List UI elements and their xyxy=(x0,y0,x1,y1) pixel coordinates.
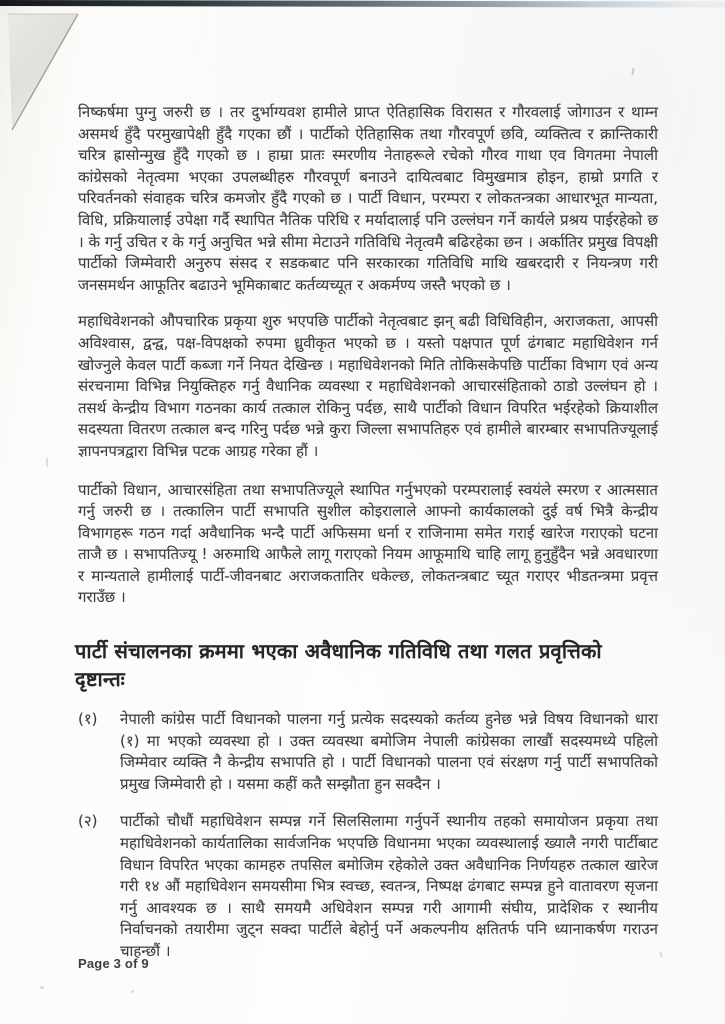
scan-speck xyxy=(659,952,662,957)
document-body xyxy=(75,102,658,979)
scan-speck xyxy=(46,458,48,467)
scan-speck xyxy=(632,68,635,75)
scan-speck xyxy=(131,990,134,993)
scanner-edge-artifact xyxy=(0,0,725,8)
list-item-2 xyxy=(78,811,658,962)
page-footer: Page 3 of 9 xyxy=(78,956,149,971)
list-item-1-text: नेपाली कांग्रेस पार्टी विधानको पालना गर्नु प्रत्येक सदस्यको कर्तव्य हुनेछ भन्ने विषय विधानको धारा (१) मा भएको व्यवस्था हो । उक्त व्यवस्था बमोजिम नेपाली कांग्रेसका लाखौं सदस्यमध्ये पहिलो जिम्मेवार व्यक्ति नै केन्द्रीय सभापति हो । पार्टी विधानको पालना एवं संरक्षण गर्नु पार्टी सभापतिको प्रमुख जिम्मेवारी हो । यसमा कहीं कतै सम्झौता हुन सक्दैन । xyxy=(120,710,658,793)
list-item-2-text: पार्टीको चौधौं महाधिवेशन सम्पन्न गर्ने सिलसिलामा गर्नुपर्ने स्थानीय तहको समायोजन प्रकृया तथा महाधिवेशनको कार्यतालिका सार्वजनिक भएपछि विधानमा भएका व्यवस्थालाई ख्यालै नगरी पार्टीबाट विधान विपरित भएका कामहरु तपसिल बमोजिम रहेकोले उक्त अवैधानिक निर्णयहरु तत्काल खारेज गरी १४ औं महाधिवेशन समयसीमा भित्र स्वच्छ, स्वतन्त्र, निष्पक्ष ढंगबाट सम्पन्न हुने वातावरण सृजना गर्नु आवश्यक छ । साथै समयमै अधिवेशन सम्पन्न गरी आगामी संघीय, प्रादेशिक र स्थानीय निर्वाचनको तयारीमा जुट्न सक्दा पार्टीले बेहोर्नु पर्ने अकल्पनीय क्षतितर्फ पनि ध्यानाकर्षण गराउन चाहन्छौं । xyxy=(120,812,658,960)
list-item-1-number: (१) xyxy=(78,710,98,729)
paragraph-2: महाधिवेशनको औपचारिक प्रकृया शुरु भएपछि पार्टीको नेतृत्वबाट झन् बढी विधिविहीन, अराजकता, आपसी अविश्वास, द्वन्द्व, पक्ष-विपक्षको रुपमा ध्रुवीकृत भएको छ । यस्तो पक्षपात पूर्ण ढंगबाट महाधिवेशन गर्न खोज्नुले केवल पार्टी कब्जा गर्ने नियत देखिन्छ । महाधिवेशनको मिति तोकिसकेपछि पार्टीका विभाग एवं अन्य संरचनामा विभिन्न नियुक्तिहरु गर्नु वैधानिक व्यवस्था र महाधिवेशनको आचारसंहिताको ठाडो उल्लंघन हो । तसर्थ केन्द्रीय विभाग गठनका कार्य तत्काल रोकिनु पर्दछ, साथै पार्टीको विधान विपरित भईरहेको क्रियाशील सदस्यता वितरण तत्काल बन्द गरिनु पर्दछ भन्ने कुरा जिल्ला सभापतिहरु एवं हामीले बारम्बार सभापतिज्यूलाई ज्ञापनपत्रद्वारा विभिन्न पटक आग्रह गरेका हौं । xyxy=(78,312,658,460)
scan-speck xyxy=(40,986,44,989)
paragraph-3: पार्टीको विधान, आचारसंहिता तथा सभापतिज्यूले स्थापित गर्नुभएको परम्परालाई स्वयंले स्मरण र आत्मसात गर्नु जरुरी छ । तत्कालिन पार्टी सभापति सुशील कोइरालाले आफ्नो कार्यकालको दुई वर्ष भित्रै केन्द्रीय विभागहरू गठन गर्दा अवैधानिक भन्दै पार्टी अफिसमा धर्ना र राजिनामा समेत गराई खारेज गराएको घटना ताजै छ । सभापतिज्यू ! अरुमाथि आफैले लागू गराएको नियम आफूमाथि चाहि लागू हुनुहुँदैन भन्ने अवधारणा र मान्यताले हामीलाई पार्टी-जीवनबाट अराजकतातिर धकेल्छ, लोकतन्त्रबाट च्यूत गराएर भीडतन्त्रमा प्रवृत्त गराउँछ । xyxy=(78,480,658,607)
list-item-2-number: (२) xyxy=(78,812,98,831)
paragraph-1: निष्कर्षमा पुग्नु जरुरी छ । तर दुर्भाग्यवश हामीले प्राप्त ऐतिहासिक विरासत र गौरवलाई जोगाउन र थाम्न असमर्थ हुँदै परमुखापेक्षी हुँदै गएका छौं । पार्टीको ऐतिहासिक तथा गौरवपूर्ण छवि, व्यक्तित्व र क्रान्तिकारी चरित्र ह्रासोन्मुख हुँदै गएको छ । हाम्रा प्रातः स्मरणीय नेताहरूले रचेको गौरव गाथा एव विगतमा नेपाली कांग्रेसको नेतृत्वमा भएका उपलब्धीहरु गौरवपूर्ण बनाउने दायित्वबाट विमुखमात्र होइन, हाम्रो प्रगति र परिवर्तनको संवाहक चरित्र कमजोर हुँदै गएको छ । पार्टी विधान, परम्परा र लोकतन्त्रका आधारभूत मान्यता, विधि, प्रक्रियालाई उपेक्षा गर्दै स्थापित नैतिक परिधि र मर्यादालाई पनि उल्लंघन गर्ने कार्यले प्रश्रय पाईरहेको छ । के गर्नु उचित र के गर्नु अनुचित भन्ने सीमा मेटाउने गतिविधि नेतृत्वमै बढिरहेका छन । अर्कातिर प्रमुख विपक्षी पार्टीको जिम्मेवारी अनुरुप संसद र सडकबाट पनि सरकारका गतिविधि माथि खबरदारी र नियन्त्रण गरी जनसमर्थन आफूतिर बढाउने भूमिकाबाट कर्तव्यच्यूत र अकर्मण्य जस्तै भएको छ । xyxy=(78,103,658,294)
list-item-1 xyxy=(78,709,658,795)
section-heading: पार्टी संचालनका क्रममा भएका अवैधानिक गतिविधि तथा गलत प्रवृत्तिको दृष्टान्तः xyxy=(75,639,602,692)
